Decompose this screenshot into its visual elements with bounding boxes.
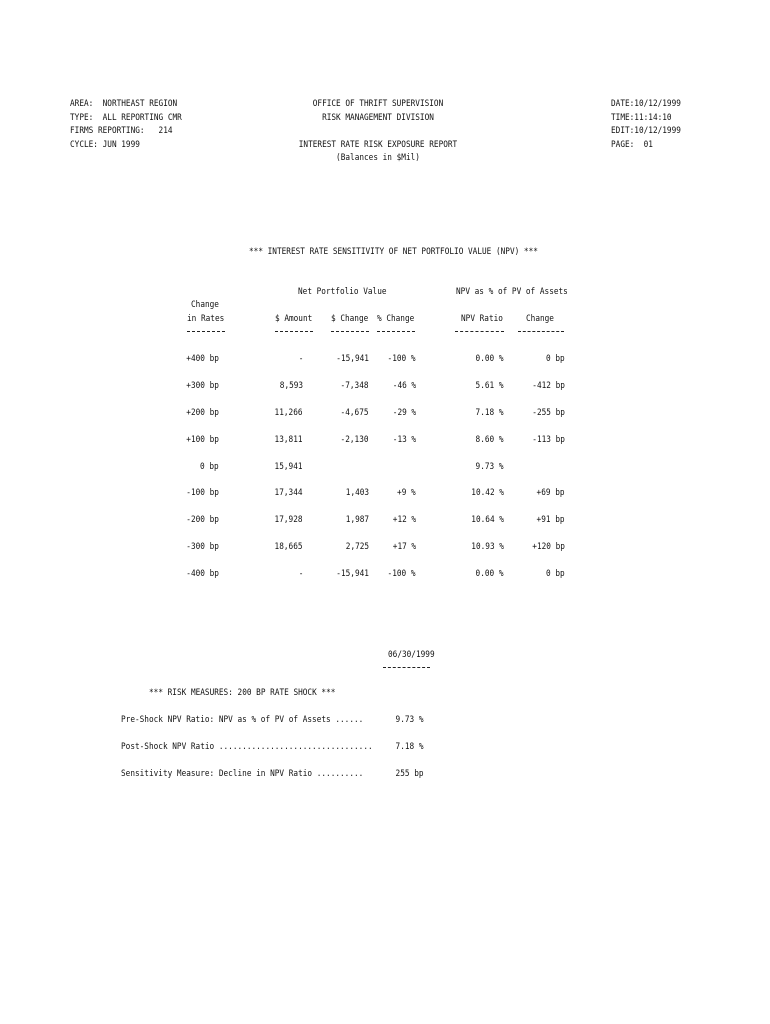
header-firms: FIRMS REPORTING: 214 (70, 126, 173, 136)
col-header-change-1: Change (191, 300, 219, 310)
report-subtitle: (Balances in $Mil) (336, 153, 420, 163)
col-header-dchange: $ Change (331, 314, 369, 324)
cell-change: +120 bp (532, 542, 565, 552)
table-row (0, 542, 770, 554)
cell-ratio: 0.00 % (476, 569, 504, 579)
cell-dchange: 2,725 (345, 542, 369, 552)
cell-ratio: 5.61 % (476, 381, 504, 391)
cell-change: -113 bp (532, 435, 565, 445)
col-header-change: Change (526, 314, 554, 324)
cell-rate: -200 bp (186, 515, 219, 525)
report-title: INTEREST RATE RISK EXPOSURE REPORT (298, 140, 458, 150)
cell-dchange: -15,941 (336, 354, 369, 364)
cell-change: +91 bp (537, 515, 565, 525)
table-row (0, 408, 770, 420)
cell-amount: - (298, 569, 303, 579)
col-header-pchange: % Change (377, 314, 415, 324)
cell-pchange: +9 % (397, 488, 416, 498)
risk-value-preshock: 9.73 % (396, 715, 424, 725)
header-rule (377, 331, 415, 332)
header-cycle: CYCLE: JUN 1999 (70, 140, 140, 150)
cell-amount: 17,928 (275, 515, 303, 525)
cell-ratio: 8.60 % (476, 435, 504, 445)
table-row (0, 488, 770, 500)
risk-label-postshock: Post-Shock NPV Ratio ................................. (121, 742, 373, 752)
col-header-ratio: NPV Ratio (461, 314, 503, 324)
table-row (0, 435, 770, 447)
col-header-change-2: in Rates (187, 314, 225, 324)
header-page: PAGE: 01 (611, 140, 653, 150)
table-row (0, 515, 770, 527)
table-row (0, 381, 770, 393)
header-rule (455, 331, 504, 332)
cell-dchange: -7,348 (341, 381, 369, 391)
cell-rate: 0 bp (200, 462, 219, 472)
cell-rate: +100 bp (186, 435, 219, 445)
cell-pchange: -13 % (392, 435, 416, 445)
col-header-amount: $ Amount (275, 314, 313, 324)
cell-change: 0 bp (546, 569, 565, 579)
cell-amount: 15,941 (275, 462, 303, 472)
table-row (0, 569, 770, 581)
table-row (0, 354, 770, 366)
risk-date-rule (383, 667, 430, 668)
header-area: AREA: NORTHEAST REGION (70, 99, 178, 109)
cell-amount: 13,811 (275, 435, 303, 445)
cell-change: -255 bp (532, 408, 565, 418)
header-edit: EDIT:10/12/1999 (611, 126, 681, 136)
cell-ratio: 7.18 % (476, 408, 504, 418)
cell-rate: -400 bp (186, 569, 219, 579)
cell-amount: 11,266 (275, 408, 303, 418)
section-title: *** INTEREST RATE SENSITIVITY OF NET PORTFOLIO VALUE (NPV) *** (249, 247, 538, 257)
cell-ratio: 9.73 % (476, 462, 504, 472)
cell-amount: - (298, 354, 303, 364)
cell-rate: +400 bp (186, 354, 219, 364)
cell-rate: -300 bp (186, 542, 219, 552)
risk-value-postshock: 7.18 % (396, 742, 424, 752)
header-division: RISK MANAGEMENT DIVISION (322, 113, 434, 123)
cell-amount: 8,593 (279, 381, 303, 391)
cell-rate: +200 bp (186, 408, 219, 418)
cell-dchange: -4,675 (341, 408, 369, 418)
cell-change: +69 bp (537, 488, 565, 498)
cell-dchange: 1,987 (345, 515, 369, 525)
header-rule (518, 331, 564, 332)
header-type: TYPE: ALL REPORTING CMR (70, 113, 182, 123)
cell-ratio: 10.42 % (471, 488, 504, 498)
cell-amount: 17,344 (275, 488, 303, 498)
cell-ratio: 10.93 % (471, 542, 504, 552)
risk-title: *** RISK MEASURES: 200 BP RATE SHOCK *** (149, 688, 336, 698)
cell-dchange: -15,941 (336, 569, 369, 579)
cell-amount: 18,665 (275, 542, 303, 552)
header-date: DATE:10/12/1999 (611, 99, 681, 109)
cell-rate: -100 bp (186, 488, 219, 498)
header-agency: OFFICE OF THRIFT SUPERVISION (312, 99, 444, 109)
cell-dchange: -2,130 (341, 435, 369, 445)
header-rule (187, 331, 225, 332)
risk-date: 06/30/1999 (388, 650, 435, 660)
header-time: TIME:11:14:10 (611, 113, 672, 123)
cell-pchange: -100 % (388, 569, 416, 579)
cell-pchange: -100 % (388, 354, 416, 364)
cell-pchange: -29 % (392, 408, 416, 418)
risk-label-preshock: Pre-Shock NPV Ratio: NPV as % of PV of Assets ...... (121, 715, 364, 725)
risk-value-sensitivity: 255 bp (396, 769, 424, 779)
cell-pchange: -46 % (392, 381, 416, 391)
cell-change: -412 bp (532, 381, 565, 391)
risk-label-sensitivity: Sensitivity Measure: Decline in NPV Ratio .......... (121, 769, 364, 779)
table-row (0, 462, 770, 474)
cell-pchange: +17 % (392, 542, 416, 552)
cell-dchange: 1,403 (345, 488, 369, 498)
cell-rate: +300 bp (186, 381, 219, 391)
group-header-pct: NPV as % of PV of Assets (456, 287, 568, 297)
group-header-npv: Net Portfolio Value (298, 287, 387, 297)
cell-pchange: +12 % (392, 515, 416, 525)
header-rule (275, 331, 313, 332)
cell-ratio: 0.00 % (476, 354, 504, 364)
header-rule (331, 331, 369, 332)
cell-change: 0 bp (546, 354, 565, 364)
cell-ratio: 10.64 % (471, 515, 504, 525)
